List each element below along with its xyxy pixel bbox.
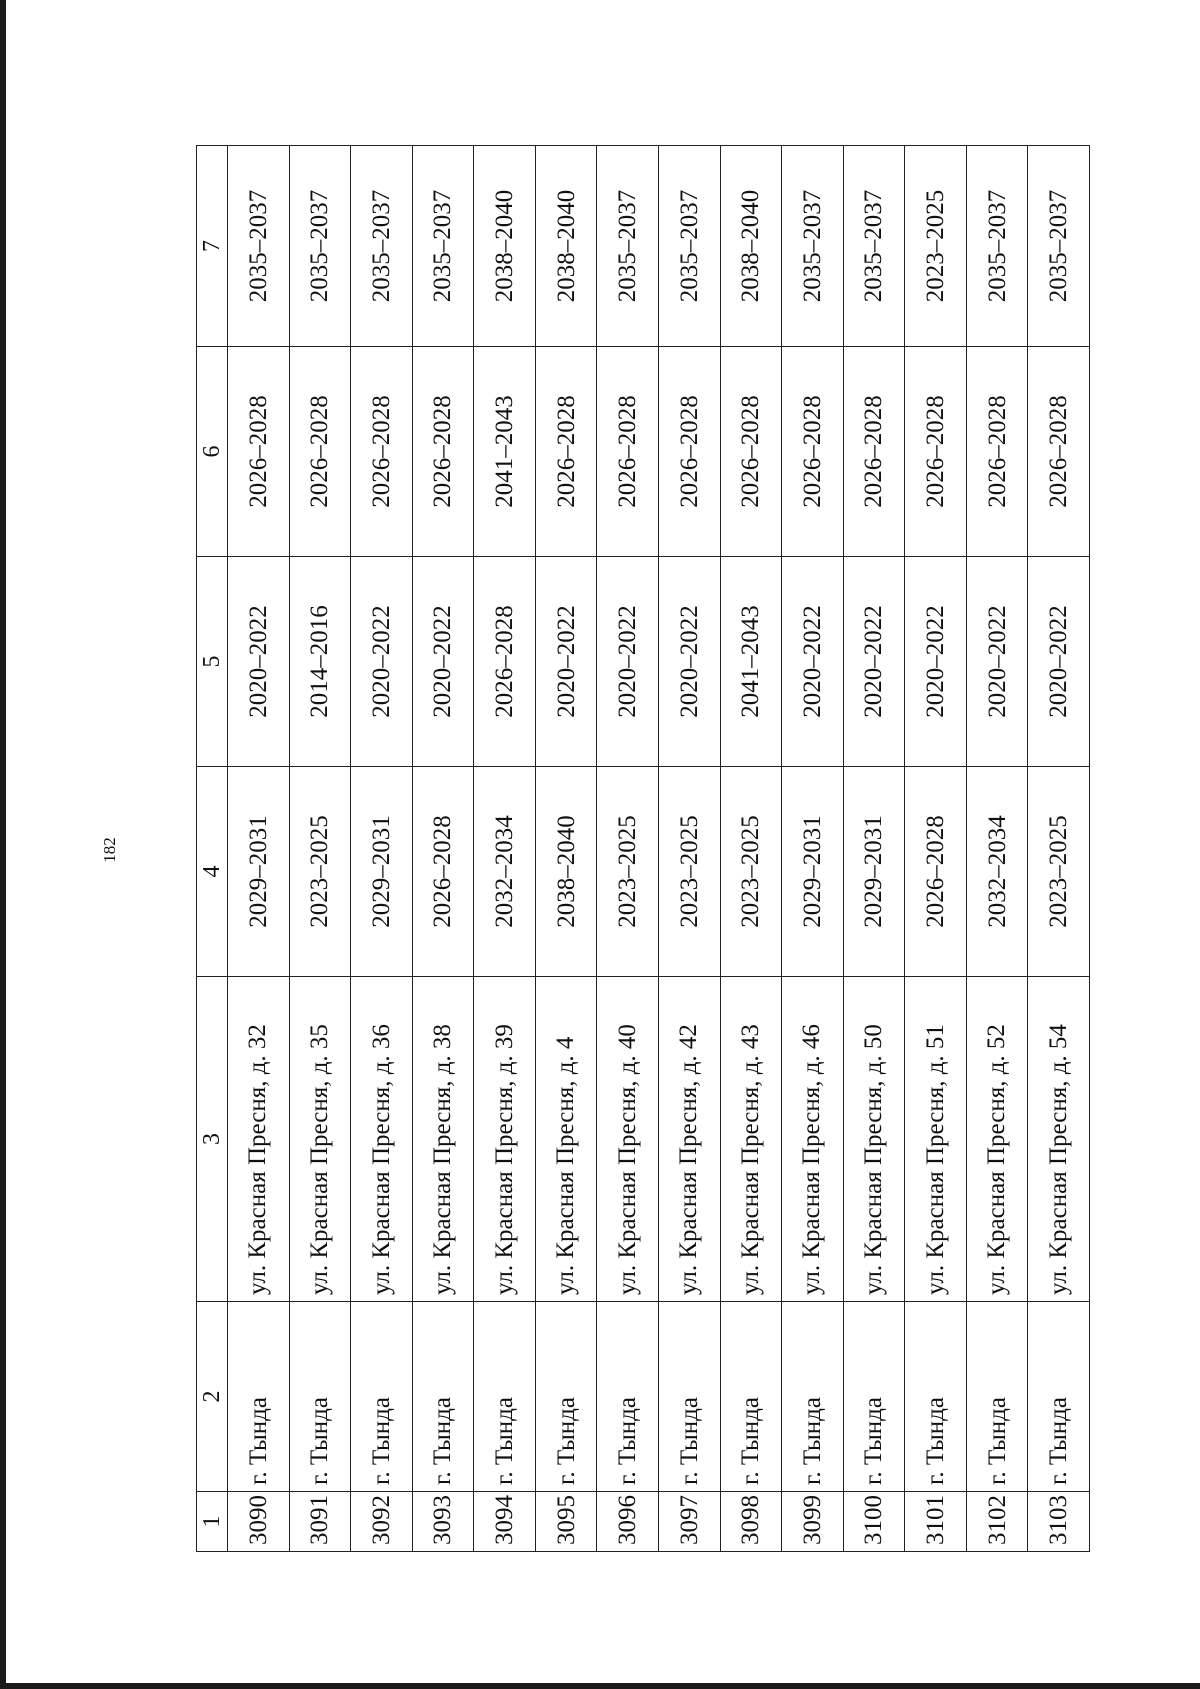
column-header: 6 xyxy=(197,347,228,557)
table-row xyxy=(597,146,659,1552)
city-cell: г. Тында xyxy=(474,1302,536,1492)
period-cell-5: 2041–2043 xyxy=(720,557,782,767)
period-cell-5: 2020–2022 xyxy=(412,557,474,767)
period-cell-7: 2035–2037 xyxy=(843,146,905,347)
row-number: 3093 xyxy=(412,1492,474,1552)
period-cell-4: 2023–2025 xyxy=(1028,767,1090,977)
column-header: 7 xyxy=(197,146,228,347)
row-number: 3092 xyxy=(351,1492,413,1552)
table-row xyxy=(905,146,967,1552)
table-row xyxy=(658,146,720,1552)
table-row xyxy=(1028,146,1090,1552)
row-number: 3094 xyxy=(474,1492,536,1552)
city-cell: г. Тында xyxy=(843,1302,905,1492)
period-cell-4: 2023–2025 xyxy=(658,767,720,977)
city-cell: г. Тында xyxy=(228,1302,290,1492)
period-cell-6: 2026–2028 xyxy=(289,347,351,557)
city-cell: г. Тында xyxy=(351,1302,413,1492)
city-cell: г. Тында xyxy=(597,1302,659,1492)
period-cell-7: 2035–2037 xyxy=(658,146,720,347)
period-cell-5: 2020–2022 xyxy=(1028,557,1090,767)
city-cell: г. Тында xyxy=(720,1302,782,1492)
period-cell-5: 2020–2022 xyxy=(843,557,905,767)
period-cell-6: 2026–2028 xyxy=(843,347,905,557)
address-cell: ул. Красная Пресня, д. 36 xyxy=(351,977,413,1302)
period-cell-5: 2020–2022 xyxy=(658,557,720,767)
period-cell-7: 2035–2037 xyxy=(228,146,290,347)
row-number: 3100 xyxy=(843,1492,905,1552)
period-cell-6: 2041–2043 xyxy=(474,347,536,557)
row-number: 3096 xyxy=(597,1492,659,1552)
row-number: 3097 xyxy=(658,1492,720,1552)
address-cell: ул. Красная Пресня, д. 42 xyxy=(658,977,720,1302)
period-cell-7: 2035–2037 xyxy=(597,146,659,347)
table-row xyxy=(782,146,844,1552)
period-cell-6: 2026–2028 xyxy=(597,347,659,557)
period-cell-4: 2032–2034 xyxy=(966,767,1028,977)
period-cell-7: 2035–2037 xyxy=(782,146,844,347)
table-row xyxy=(535,146,597,1552)
period-cell-6: 2026–2028 xyxy=(351,347,413,557)
period-cell-4: 2023–2025 xyxy=(720,767,782,977)
period-cell-5: 2020–2022 xyxy=(905,557,967,767)
table-row xyxy=(966,146,1028,1552)
column-header: 4 xyxy=(197,767,228,977)
data-table xyxy=(196,145,1090,1552)
period-cell-7: 2023–2025 xyxy=(905,146,967,347)
period-cell-6: 2026–2028 xyxy=(412,347,474,557)
period-cell-7: 2035–2037 xyxy=(966,146,1028,347)
page-number: 182 xyxy=(100,837,119,863)
row-number: 3091 xyxy=(289,1492,351,1552)
period-cell-4: 2023–2025 xyxy=(289,767,351,977)
address-cell: ул. Красная Пресня, д. 43 xyxy=(720,977,782,1302)
period-cell-5: 2020–2022 xyxy=(966,557,1028,767)
period-cell-4: 2026–2028 xyxy=(905,767,967,977)
city-cell: г. Тында xyxy=(1028,1302,1090,1492)
period-cell-6: 2026–2028 xyxy=(905,347,967,557)
period-cell-7: 2038–2040 xyxy=(720,146,782,347)
column-header: 2 xyxy=(197,1302,228,1492)
row-number: 3101 xyxy=(905,1492,967,1552)
city-cell: г. Тында xyxy=(412,1302,474,1492)
city-cell: г. Тында xyxy=(782,1302,844,1492)
address-cell: ул. Красная Пресня, д. 35 xyxy=(289,977,351,1302)
address-cell: ул. Красная Пресня, д. 40 xyxy=(597,977,659,1302)
row-number: 3095 xyxy=(535,1492,597,1552)
address-cell: ул. Красная Пресня, д. 4 xyxy=(535,977,597,1302)
scan-edge-bottom xyxy=(0,1683,1200,1689)
period-cell-6: 2026–2028 xyxy=(782,347,844,557)
period-cell-7: 2035–2037 xyxy=(1028,146,1090,347)
period-cell-6: 2026–2028 xyxy=(535,347,597,557)
period-cell-5: 2014–2016 xyxy=(289,557,351,767)
table-row xyxy=(412,146,474,1552)
header-row xyxy=(197,146,228,1552)
period-cell-4: 2029–2031 xyxy=(351,767,413,977)
table-row xyxy=(474,146,536,1552)
period-cell-4: 2029–2031 xyxy=(782,767,844,977)
city-cell: г. Тында xyxy=(658,1302,720,1492)
period-cell-5: 2020–2022 xyxy=(351,557,413,767)
row-number: 3090 xyxy=(228,1492,290,1552)
address-cell: ул. Красная Пресня, д. 50 xyxy=(843,977,905,1302)
column-header: 5 xyxy=(197,557,228,767)
scan-edge-left xyxy=(0,0,6,1689)
period-cell-4: 2038–2040 xyxy=(535,767,597,977)
column-header: 1 xyxy=(197,1492,228,1552)
table-row xyxy=(720,146,782,1552)
row-number: 3102 xyxy=(966,1492,1028,1552)
city-cell: г. Тында xyxy=(289,1302,351,1492)
period-cell-6: 2026–2028 xyxy=(658,347,720,557)
period-cell-5: 2020–2022 xyxy=(228,557,290,767)
period-cell-6: 2026–2028 xyxy=(966,347,1028,557)
address-cell: ул. Красная Пресня, д. 52 xyxy=(966,977,1028,1302)
period-cell-4: 2023–2025 xyxy=(597,767,659,977)
table-row xyxy=(843,146,905,1552)
city-cell: г. Тында xyxy=(966,1302,1028,1492)
address-cell: ул. Красная Пресня, д. 46 xyxy=(782,977,844,1302)
period-cell-7: 2035–2037 xyxy=(412,146,474,347)
address-cell: ул. Красная Пресня, д. 54 xyxy=(1028,977,1090,1302)
period-cell-6: 2026–2028 xyxy=(228,347,290,557)
period-cell-5: 2026–2028 xyxy=(474,557,536,767)
address-cell: ул. Красная Пресня, д. 32 xyxy=(228,977,290,1302)
period-cell-4: 2032–2034 xyxy=(474,767,536,977)
row-number: 3103 xyxy=(1028,1492,1090,1552)
period-cell-4: 2029–2031 xyxy=(843,767,905,977)
period-cell-7: 2035–2037 xyxy=(289,146,351,347)
period-cell-7: 2038–2040 xyxy=(474,146,536,347)
city-cell: г. Тында xyxy=(535,1302,597,1492)
period-cell-4: 2029–2031 xyxy=(228,767,290,977)
period-cell-5: 2020–2022 xyxy=(597,557,659,767)
row-number: 3098 xyxy=(720,1492,782,1552)
column-header: 3 xyxy=(197,977,228,1302)
address-cell: ул. Красная Пресня, д. 39 xyxy=(474,977,536,1302)
period-cell-4: 2026–2028 xyxy=(412,767,474,977)
period-cell-5: 2020–2022 xyxy=(782,557,844,767)
period-cell-5: 2020–2022 xyxy=(535,557,597,767)
address-cell: ул. Красная Пресня, д. 38 xyxy=(412,977,474,1302)
table-row xyxy=(351,146,413,1552)
period-cell-6: 2026–2028 xyxy=(720,347,782,557)
period-cell-6: 2026–2028 xyxy=(1028,347,1090,557)
period-cell-7: 2035–2037 xyxy=(351,146,413,347)
address-cell: ул. Красная Пресня, д. 51 xyxy=(905,977,967,1302)
city-cell: г. Тында xyxy=(905,1302,967,1492)
table-row xyxy=(289,146,351,1552)
row-number: 3099 xyxy=(782,1492,844,1552)
table-row xyxy=(228,146,290,1552)
period-cell-7: 2038–2040 xyxy=(535,146,597,347)
rotated-table-wrapper xyxy=(196,146,1090,1552)
